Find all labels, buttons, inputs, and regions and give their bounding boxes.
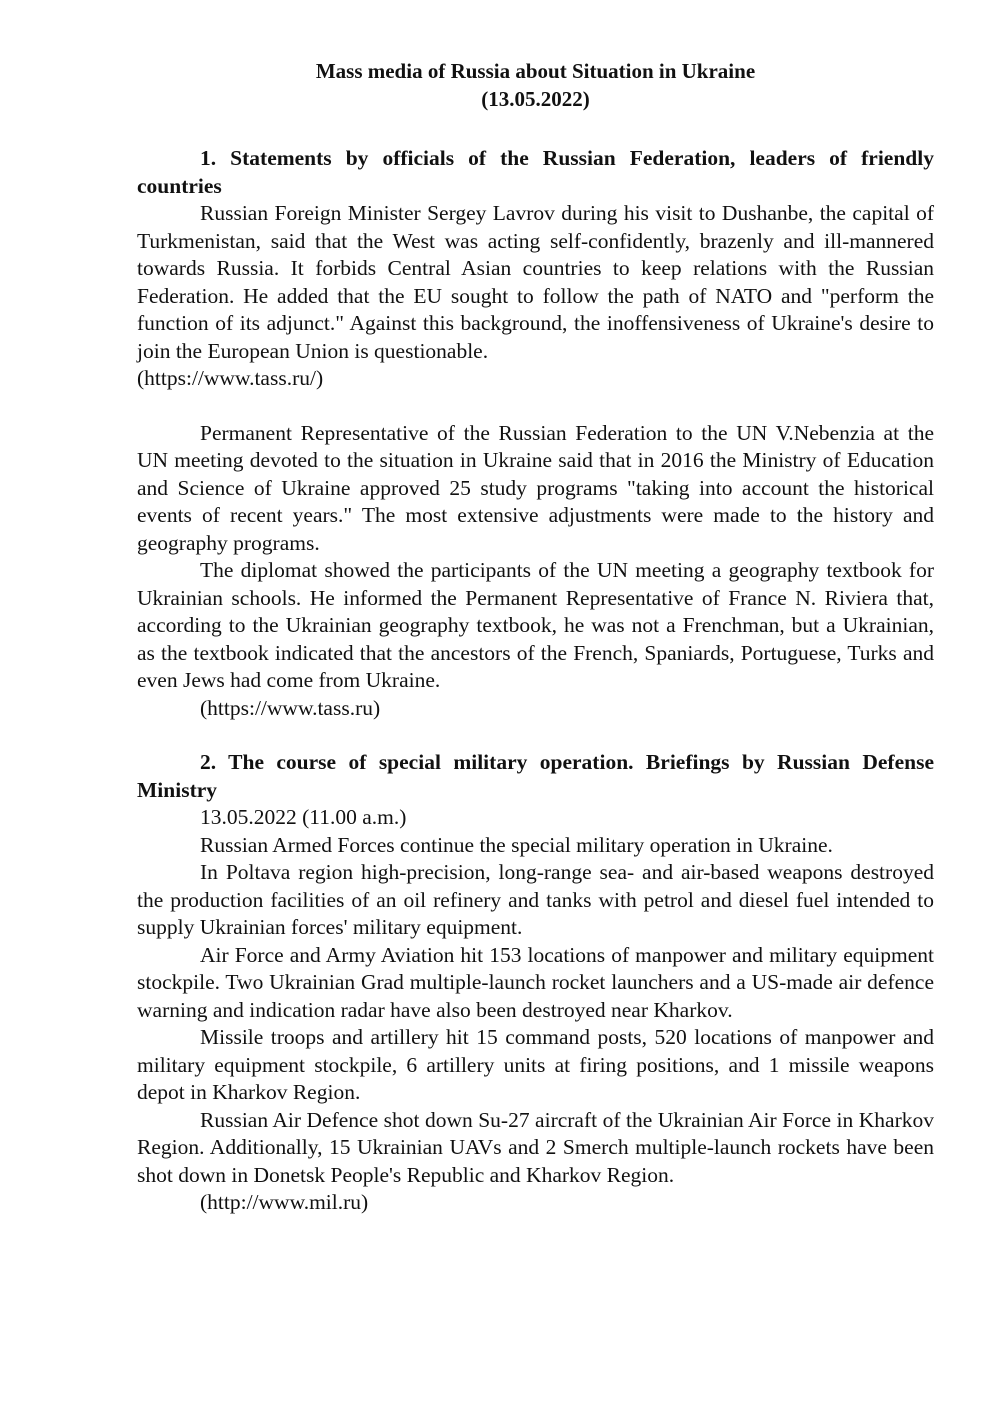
document-page <box>137 57 934 1217</box>
paragraph-lavrov <box>137 200 934 393</box>
paragraph-text: Air Force and Army Aviation hit 153 locations of manpower and military equipment stockpile. Two Ukrainian Grad multiple-launch rocket launchers and a US-made air defence warning and indication radar have also been destroyed near Kharkov. <box>137 942 934 1022</box>
title-date: (13.05.2022) <box>481 87 590 111</box>
section-2-heading-text: 2. The course of special military operation. Briefings by Russian Defense Ministry <box>137 750 934 802</box>
paragraph-text: 13.05.2022 (11.00 a.m.) <box>200 805 407 829</box>
section-2-heading <box>137 749 934 804</box>
title-text: Mass media of Russia about Situation in Ukraine <box>315 59 756 83</box>
paragraph-text: Russian Foreign Minister Sergey Lavrov during his visit to Dushanbe, the capital of Turkmenistan, said that the West was acting self-confidently, brazenly and ill-mannered towards Russia. It forbids Central Asian countries to keep relations with the Russian Federation. He added that the EU sought to follow the path of NATO and "perform the function of its adjunct." Against this background, the inoffensiveness of Ukraine's desire to join the European Union is questionable. <box>137 201 934 363</box>
source-link: (https://www.tass.ru) <box>200 695 381 720</box>
paragraph-nebenzia <box>137 420 934 558</box>
source-link: (https://www.tass.ru/) <box>137 366 324 390</box>
paragraph-text: The diplomat showed the participants of the UN meeting a geography textbook for Ukrainian schools. He informed the Permanent Representative of France N. Riviera that, according to the Ukrainian geography textbook, he was not a Frenchman, but a Ukrainian, as the textbook indicated that the ancestors of the French, Spaniards, Portuguese, Turks and even Jews had come from Ukraine. <box>137 558 934 692</box>
section-1-heading-text: 1. Statements by officials of the Russian Federation, leaders of friendly countries <box>137 146 934 198</box>
paragraph-textbook <box>137 557 934 722</box>
paragraph-text: Permanent Representative of the Russian Federation to the UN V.Nebenzia at the UN meeting devoted to the situation in Ukraine said that in 2016 the Ministry of Education and Science of Ukraine approved 25 study programs "taking into account the historical events of recent years." The most extensive adjustments were made to the history and geography programs. <box>137 420 934 555</box>
paragraph-text: Missile troops and artillery hit 15 command posts, 520 locations of manpower and military equipment stockpile, 6 artillery units at firing positions, and 1 missile weapons depot in Kharkov Region. <box>137 1025 934 1104</box>
paragraph-air-defence <box>137 1107 934 1217</box>
paragraph-poltava <box>137 859 934 942</box>
paragraph-operation <box>137 832 934 860</box>
paragraph-text: Russian Armed Forces continue the special military operation in Ukraine. <box>200 832 833 857</box>
document-title <box>137 57 934 113</box>
source-link: (http://www.mil.ru) <box>200 1190 369 1214</box>
section-1-heading <box>137 145 934 200</box>
paragraph-air-force <box>137 942 934 1025</box>
paragraph-text: Russian Air Defence shot down Su-27 aircraft of the Ukrainian Air Force in Kharkov Region. Additionally, 15 Ukrainian UAVs and 2 Smerch multiple-launch rockets have been shot down in Donetsk People's Republic and Kharkov Region. <box>137 1107 934 1187</box>
briefing-date <box>137 804 934 832</box>
paragraph-text: In Poltava region high-precision, long-range sea- and air-based weapons destroyed the production facilities of an oil refinery and tanks with petrol and diesel fuel intended to supply Ukrainian forces' military equipment. <box>137 860 934 939</box>
paragraph-missile-troops <box>137 1024 934 1107</box>
